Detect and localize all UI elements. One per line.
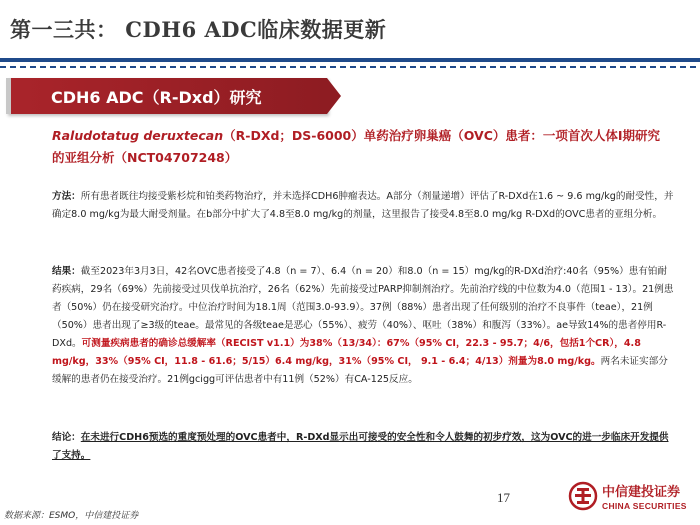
conclusion-label: 结论：: [52, 432, 81, 443]
logo-name-en: CHINA SECURITIES: [602, 501, 687, 511]
study-title-rest: （R-DXd；DS-6000）单药治疗卵巢癌（OVC）患者：一项首次人体I期研究的亚组分析（NCT04707248）: [52, 128, 661, 165]
conclusion-paragraph: [52, 429, 674, 465]
study-title-drug-name: Raludotatug deruxtecan: [52, 128, 224, 143]
section-banner-label: CDH6 ADC（R-Dxd）研究: [51, 88, 262, 107]
result-text-end: 两名未证实部分缓解的患者仍在接受治疗。21例gcigg可评估患者中有11例（52%）有CA-125反应。: [52, 356, 668, 385]
header-rule: [0, 58, 700, 62]
source-note: 数据来源：ESMO，中信建投证券: [4, 511, 139, 521]
logo-name-cn: 中信建投证券: [602, 485, 681, 500]
section-banner: [6, 78, 327, 114]
header-dash-rule: [0, 66, 700, 68]
result-label: 结果：: [52, 266, 81, 277]
company-logo: [568, 479, 696, 519]
result-text: 截至2023年3月3日，42名OVC患者接受了4.8（n = 7）、6.4（n = 20）和8.0（n = 15）mg/kg的R-DXd治疗:40名（95%）患有铂耐药疾病，29名（69%）先前接受过贝伐单抗治疗，26名（62%）先前接受过PARP抑制剂治疗。先前治疗线的中位数为4.0（范围1 - 13）。21例患者（50%）仍在接受研究治疗。中位治疗时间为18.1周（范围3.0-93.9）。37例（88%）患者出现了任何级别的治疗不良事件（teae），21例（50%）患者出现了≥3级的teae。最常见的各级teae是恶心（55%）、疲劳（40%）、呕吐（38%）和腹泻（33%）。ae导致14%的患者停用R-DXd。: [52, 266, 674, 349]
method-label: 方法：: [52, 191, 81, 202]
study-title: [52, 125, 672, 169]
page-title: 第一三共： CDH6 ADC临床数据更新: [10, 17, 387, 42]
conclusion-text: 在未进行CDH6预选的重度预处理的OVC患者中，R-DXd显示出可接受的安全性和令人鼓舞的初步疗效，这为OVC的进一步临床开发提供了支持。: [52, 432, 669, 461]
logo-mark-icon: [568, 481, 598, 511]
method-text: 所有患者既往均接受紫杉烷和铂类药物治疗，并未选择CDH6肿瘤表达。A部分（剂量递增）评估了R-DXd在1.6 ~ 9.6 mg/kg的耐受性，并确定8.0 mg/kg为最大耐受剂量。在b部分中扩大了4.8至8.0 mg/kg的剂量，这里报告了接受4.8至8.0 mg/kg R-DXd的OVC患者的亚组分析。: [52, 191, 674, 220]
result-efficacy-text: 可测量疾病患者的确诊总缓解率（RECIST v1.1）为38%（13/34）：67%（95% CI，22.3 - 95.7；4/6，包括1个CR），4.8 mg/kg，33%（95% CI，11.8 - 61.6；5/15）6.4 mg/kg，31%（95% CI， 9.1 - 6.4；4/13）剂量为8.0 mg/kg。: [52, 338, 641, 367]
method-paragraph: [52, 188, 674, 224]
result-paragraph: [52, 263, 674, 389]
page-number: 17: [497, 490, 510, 505]
